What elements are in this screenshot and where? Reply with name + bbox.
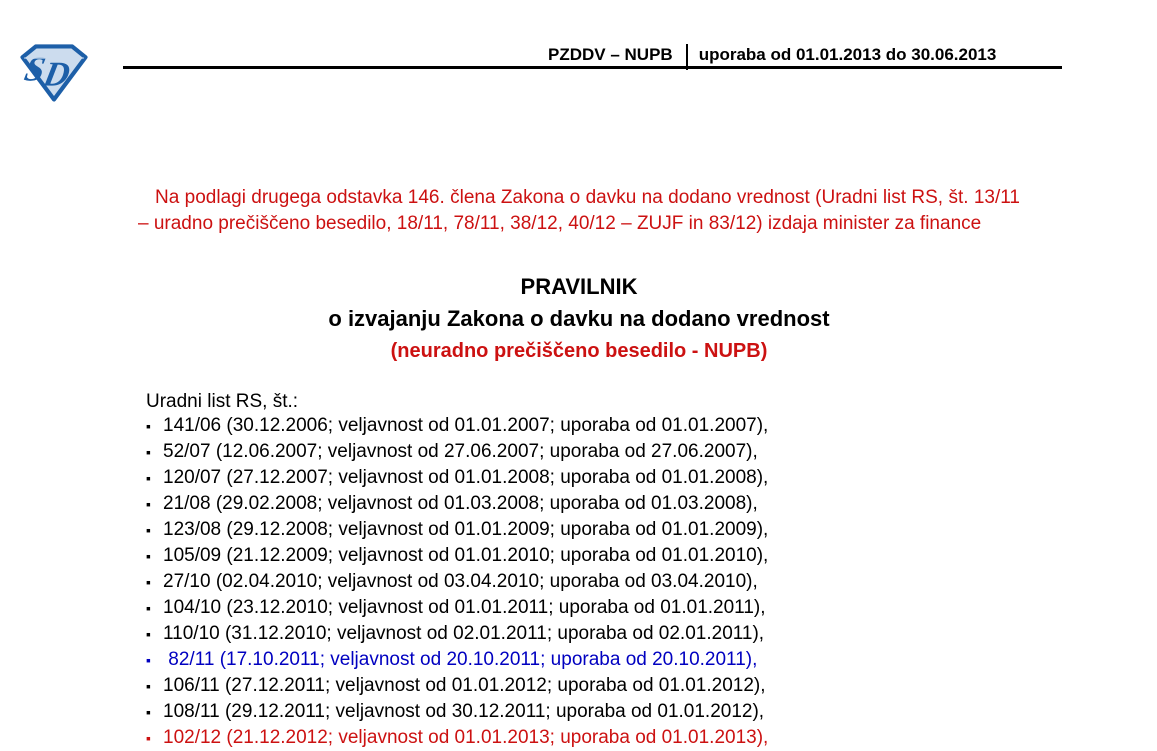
bullet-icon: ▪ (146, 704, 151, 720)
list-item-text: 21/08 (29.02.2008; veljavnost od 01.03.2008; uporaba od 01.03.2008), (163, 493, 758, 514)
document-subtitle-line: o izvajanju Zakona o davku na dodano vrednost (328, 306, 830, 331)
list-item-text: 106/11 (27.12.2011; veljavnost od 01.01.2012; uporaba od 01.01.2012), (163, 675, 766, 696)
list-item (146, 595, 1020, 621)
svg-text:D: D (40, 54, 74, 94)
sd-logo-icon (12, 44, 96, 102)
list-item (146, 543, 1020, 569)
list-item-highlighted-blue[interactable] (146, 647, 1020, 673)
page-header-meta (548, 42, 996, 68)
list-item (146, 673, 1020, 699)
list-item-text: 104/10 (23.12.2010; veljavnost od 01.01.2011; uporaba od 01.01.2011), (163, 597, 766, 618)
list-item (146, 413, 1020, 439)
document-note: (neuradno prečiščeno besedilo - NUPB) (390, 340, 768, 362)
list-item-text[interactable]: 82/11 (17.10.2011; veljavnost od 20.10.2011; uporaba od 20.10.2011), (163, 649, 758, 670)
bullet-icon: ▪ (146, 678, 151, 694)
gazette-list (146, 413, 1020, 751)
bullet-icon: ▪ (146, 522, 151, 538)
usage-range-label: uporaba od 01.01.2013 do 30.06.2013 (698, 45, 997, 64)
bullet-icon: ▪ (146, 548, 151, 564)
document-title: PRAVILNIK (520, 274, 638, 299)
header-divider-rule (123, 66, 1062, 69)
bullet-icon: ▪ (146, 626, 151, 642)
doc-code-label: PZDDV – NUPB (548, 45, 673, 64)
bullet-icon: ▪ (146, 470, 151, 486)
bullet-icon: ▪ (146, 730, 151, 746)
list-item (146, 699, 1020, 725)
bullet-icon: ▪ (146, 496, 151, 512)
list-item-text: 120/07 (27.12.2007; veljavnost od 01.01.2008; uporaba od 01.01.2008), (163, 467, 769, 488)
list-item-text: 52/07 (12.06.2007; veljavnost od 27.06.2007; uporaba od 27.06.2007), (163, 441, 758, 462)
gazette-list-heading: Uradni list RS, št.: (146, 391, 299, 412)
list-item-text: 141/06 (30.12.2006; veljavnost od 01.01.2007; uporaba od 01.01.2007), (163, 415, 769, 436)
bullet-icon: ▪ (146, 418, 151, 434)
list-item (146, 569, 1020, 595)
intro-paragraph: Na podlagi drugega odstavka 146. člena Zakona o davku na dodano vrednost (Uradni list RS, št. 13/11 – uradno prečiščeno besedilo, 18/11, 78/11, 38/12, 40/12 – ZUJF in 83/12) izdaja minister za finance (138, 187, 1020, 234)
list-item (146, 621, 1020, 647)
list-item-text: 110/10 (31.12.2010; veljavnost od 02.01.2011; uporaba od 02.01.2011), (163, 623, 765, 644)
list-item (146, 491, 1020, 517)
list-item-text: 105/09 (21.12.2009; veljavnost od 01.01.2010; uporaba od 01.01.2010), (163, 545, 769, 566)
list-item (146, 517, 1020, 543)
list-item-text: 27/10 (02.04.2010; veljavnost od 03.04.2010; uporaba od 03.04.2010), (163, 571, 758, 592)
list-item (146, 439, 1020, 465)
svg-text:S: S (21, 49, 49, 89)
bullet-icon: ▪ (146, 600, 151, 616)
list-item-text: 123/08 (29.12.2008; veljavnost od 01.01.2009; uporaba od 01.01.2009), (163, 519, 769, 540)
list-item-text: 102/12 (21.12.2012; veljavnost od 01.01.2013; uporaba od 01.01.2013), (163, 727, 769, 748)
list-item (146, 465, 1020, 491)
bullet-icon: ▪ (146, 652, 151, 668)
bullet-icon: ▪ (146, 444, 151, 460)
list-item-highlighted-red (146, 725, 1020, 751)
bullet-icon: ▪ (146, 574, 151, 590)
list-item-text: 108/11 (29.12.2011; veljavnost od 30.12.2011; uporaba od 01.01.2012), (163, 701, 765, 722)
